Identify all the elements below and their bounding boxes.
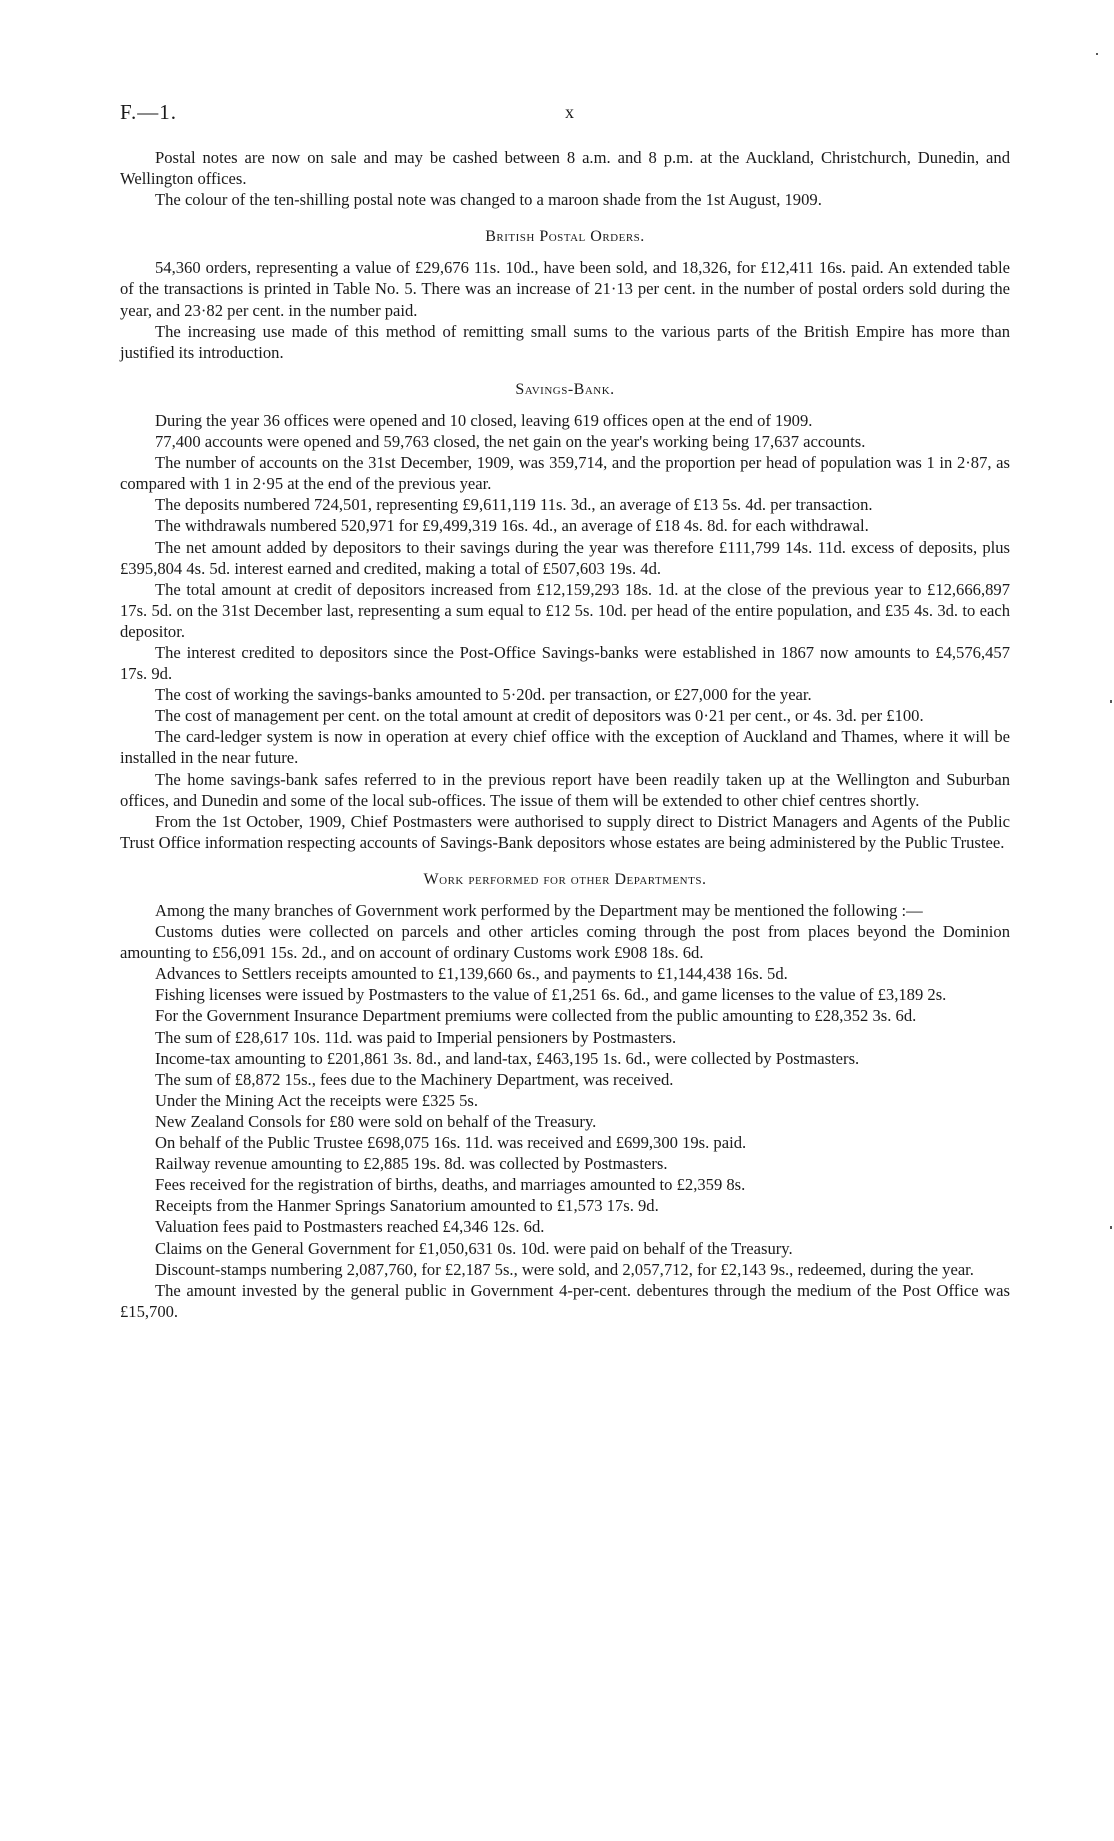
body-paragraph: 54,360 orders, representing a value of £29,676 11s. 10d., have been sold, and 18,326, for £12,411 16s. paid. An extended table of the transactions is printed in Table No. 5. There was an increase of 21·13 per cent. in the number of postal orders sold during the year, and 23·82 per cent. in the number paid.	[120, 258, 1010, 320]
body-paragraph: The cost of working the savings-banks amounted to 5·20d. per transaction, or £27,000 for the year.	[155, 685, 812, 705]
body-paragraph: New Zealand Consols for £80 were sold on behalf of the Treasury.	[155, 1111, 597, 1131]
body-paragraph: The interest credited to depositors since the Post-Office Savings-banks were established in 1867 now amounts to £4,576,457 17s. 9d.	[120, 642, 1010, 684]
body-paragraph: The amount invested by the general public in Government 4-per-cent. debentures through the medium of the Post Office was £15,700.	[120, 1280, 1010, 1321]
body-paragraph: The number of accounts on the 31st December, 1909, was 359,714, and the proportion per head of population was 1 in 2·87, as compared with 1 in 2·95 at the end of the previous year.	[120, 453, 1010, 494]
body-paragraph: 77,400 accounts were opened and 59,763 closed, the net gain on the year's working being 17,637 accounts.	[155, 432, 866, 452]
document-body	[120, 147, 1010, 1322]
page-reference: F.—1.	[120, 100, 177, 124]
body-paragraph: The deposits numbered 724,501, representing £9,611,119 11s. 3d., an average of £13 5s. 4d. per transaction.	[155, 495, 873, 515]
scan-mark	[1110, 700, 1112, 703]
body-paragraph: Claims on the General Government for £1,050,631 0s. 10d. were paid on behalf of the Treasury.	[155, 1238, 793, 1258]
body-paragraph: Advances to Settlers receipts amounted to £1,139,660 6s., and payments to £1,144,438 16s. 5d.	[155, 964, 788, 984]
body-paragraph: The home savings-bank safes referred to in the previous report have been readily taken up at the Wellington and Suburban offices, and Dunedin and some of the local sub-offices. The issue of them will be extended to other chief centres shortly.	[120, 769, 1010, 810]
body-paragraph: The card-ledger system is now in operation at every chief office with the exception of Auckland and Thames, where it will be installed in the near future.	[120, 727, 1010, 768]
page-header	[120, 100, 994, 130]
body-paragraph: Railway revenue amounting to £2,885 19s. 8d. was collected by Postmasters.	[155, 1154, 668, 1174]
body-paragraph: The colour of the ten-shilling postal note was changed to a maroon shade from the 1st August, 1909.	[155, 190, 822, 210]
body-paragraph: From the 1st October, 1909, Chief Postmasters were authorised to supply direct to District Managers and Agents of the Public Trust Office information respecting accounts of Savings-Bank depositors whose estates are being administered by the Public Trustee.	[120, 811, 1010, 852]
body-paragraph: Fishing licenses were issued by Postmasters to the value of £1,251 6s. 6d., and game licenses to the value of £3,189 2s.	[155, 985, 947, 1005]
body-paragraph: The sum of £28,617 10s. 11d. was paid to Imperial pensioners by Postmasters.	[155, 1027, 677, 1047]
body-paragraph: Income-tax amounting to £201,861 3s. 8d., and land-tax, £463,195 1s. 6d., were collected by Postmasters.	[155, 1048, 860, 1068]
section-heading-other-departments: Work performed for other Departments.	[423, 870, 707, 888]
body-paragraph: The total amount at credit of depositors increased from £12,159,293 18s. 1d. at the close of the previous year to £12,666,897 17s. 5d. on the 31st December last, representing a sum equal to £12 5s. 10d. per head of the entire population, and £35 4s. 3d. to each depositor.	[120, 579, 1010, 641]
body-paragraph: Valuation fees paid to Postmasters reached £4,346 12s. 6d.	[155, 1217, 545, 1237]
section-heading-british-postal-orders: British Postal Orders.	[485, 228, 645, 246]
page-number: x	[565, 102, 574, 122]
body-paragraph: The cost of management per cent. on the total amount at credit of depositors was 0·21 per cent., or 4s. 3d. per £100.	[155, 706, 924, 726]
body-paragraph: The net amount added by depositors to their savings during the year was therefore £111,799 14s. 11d. excess of deposits, plus £395,804 4s. 5d. interest earned and credited, making a total of £507,603 19s. 4d.	[120, 537, 1010, 578]
scan-mark	[1096, 53, 1098, 55]
body-paragraph: The sum of £8,872 15s., fees due to the Machinery Department, was received.	[155, 1069, 674, 1089]
body-paragraph: Under the Mining Act the receipts were £325 5s.	[155, 1090, 479, 1110]
body-paragraph: For the Government Insurance Department premiums were collected from the public amounting to £28,352 3s. 6d.	[155, 1006, 917, 1026]
body-paragraph: During the year 36 offices were opened and 10 closed, leaving 619 offices open at the end of 1909.	[155, 410, 813, 430]
body-paragraph: Discount-stamps numbering 2,087,760, for £2,187 5s., were sold, and 2,057,712, for £2,143 9s., redeemed, during the year.	[155, 1259, 974, 1279]
scan-mark	[1110, 1226, 1112, 1229]
body-paragraph: Receipts from the Hanmer Springs Sanatorium amounted to £1,573 17s. 9d.	[155, 1196, 659, 1216]
body-paragraph: The withdrawals numbered 520,971 for £9,499,319 16s. 4d., an average of £18 4s. 8d. for each withdrawal.	[155, 516, 869, 536]
section-heading-savings-bank: Savings-Bank.	[515, 380, 615, 398]
body-paragraph: Customs duties were collected on parcels and other articles coming through the post from places beyond the Dominion amounting to £56,091 15s. 2d., and on account of ordinary Customs work £908 18s. 6d.	[120, 922, 1010, 963]
body-paragraph: On behalf of the Public Trustee £698,075 16s. 11d. was received and £699,300 19s. paid.	[155, 1133, 747, 1153]
body-paragraph: The increasing use made of this method of remitting small sums to the various parts of the British Empire has more than justified its introduction.	[120, 321, 1010, 362]
body-paragraph: Postal notes are now on sale and may be cashed between 8 a.m. and 8 p.m. at the Auckland, Christchurch, Dunedin, and Wellington offices.	[120, 148, 1010, 189]
body-paragraph: Fees received for the registration of births, deaths, and marriages amounted to £2,359 8s.	[155, 1175, 746, 1195]
body-paragraph: Among the many branches of Government work performed by the Department may be mentioned the following :—	[155, 901, 923, 920]
